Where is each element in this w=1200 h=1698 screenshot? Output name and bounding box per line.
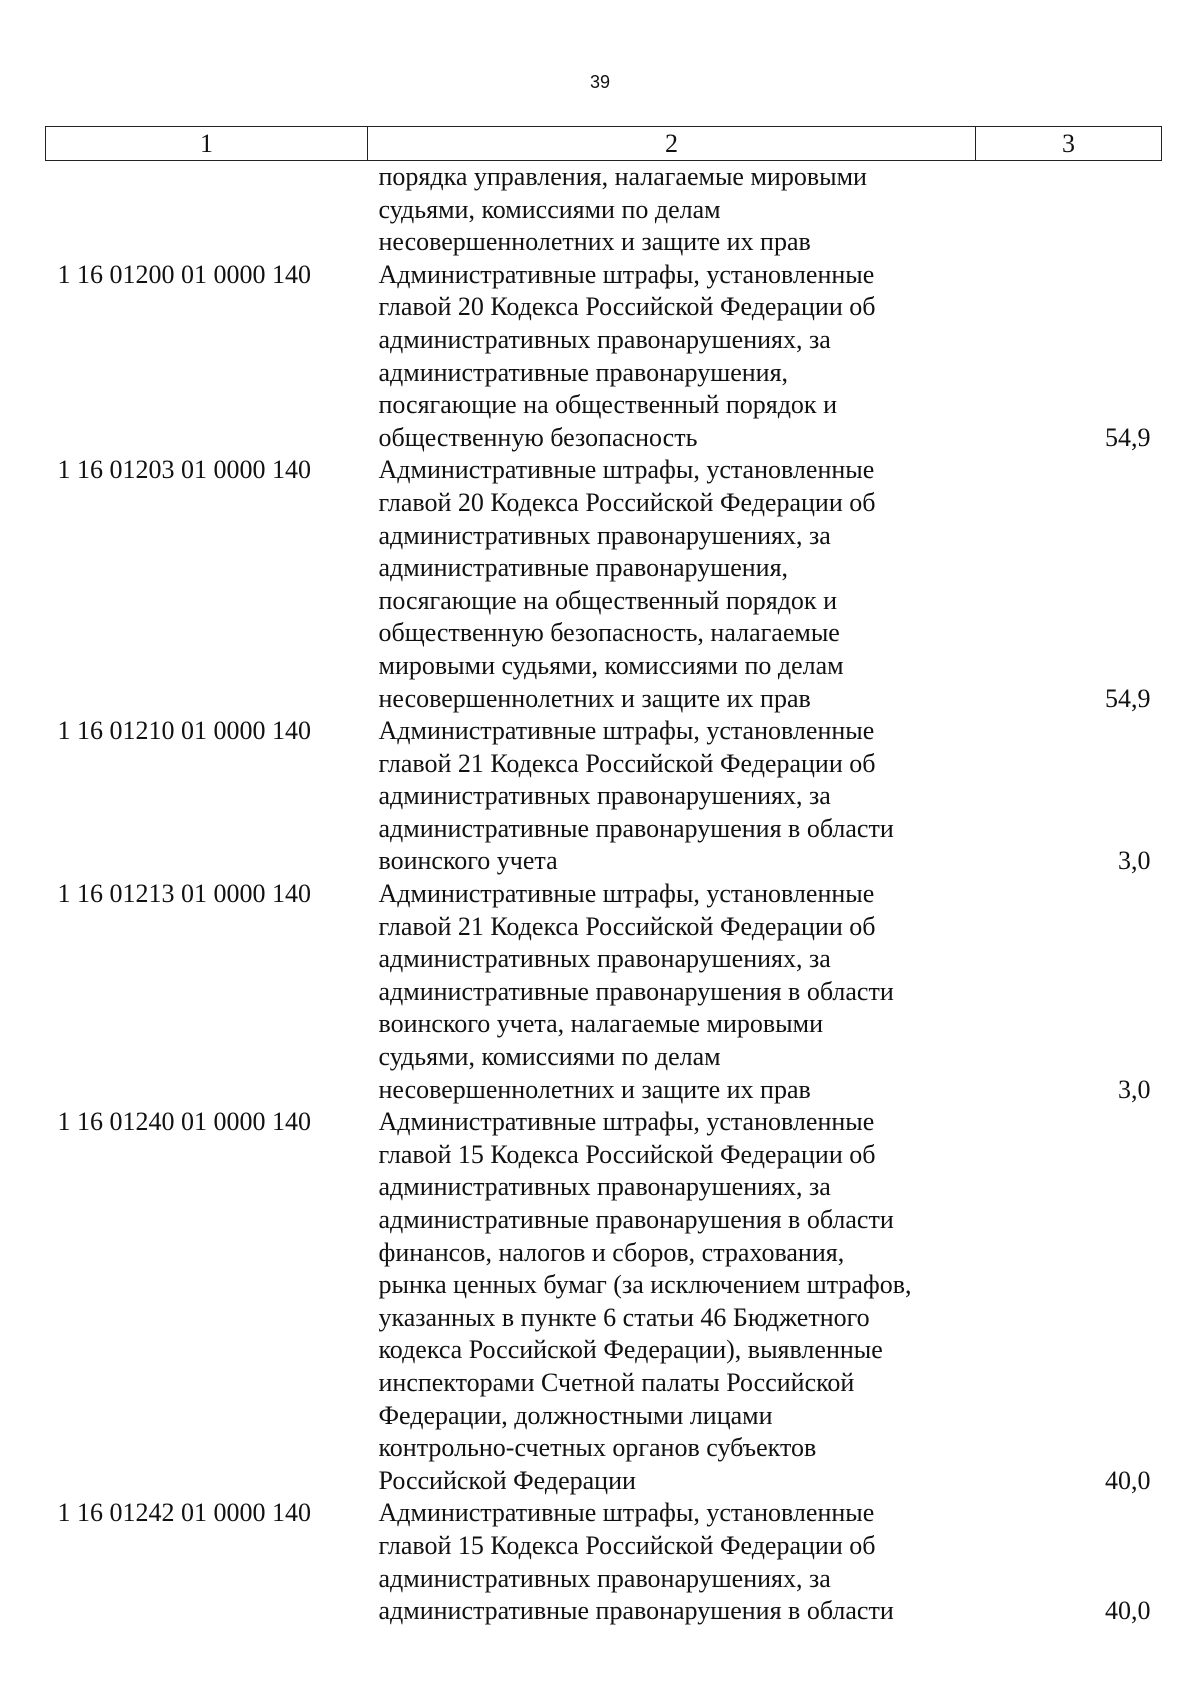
description-line: главой 15 Кодекса Российской Федерации об bbox=[378, 1530, 876, 1560]
description-line: несовершеннолетних и защите их прав bbox=[378, 683, 811, 713]
description-line: Административные штрафы, установленные bbox=[378, 455, 875, 485]
table-row bbox=[46, 161, 1162, 259]
table-row bbox=[46, 715, 1162, 878]
revenue-description bbox=[368, 1106, 976, 1497]
description-line: административные правонарушения, bbox=[378, 553, 789, 583]
description-line: главой 21 Кодекса Российской Федерации об bbox=[378, 911, 876, 941]
description-line: посягающие на общественный порядок и bbox=[378, 390, 837, 420]
description-line: главой 20 Кодекса Российской Федерации об bbox=[378, 292, 876, 322]
revenue-amount: 54,9 bbox=[1105, 683, 1151, 713]
table-row bbox=[46, 1497, 1162, 1627]
revenue-amount: 3,0 bbox=[1118, 846, 1151, 876]
description-line: Административные штрафы, установленные bbox=[378, 259, 875, 289]
description-line: Административные штрафы, установленные bbox=[378, 716, 875, 746]
revenue-amount: 40,0 bbox=[1105, 1465, 1151, 1495]
description-line: административных правонарушениях, за bbox=[378, 781, 831, 811]
revenue-code: 1 16 01242 01 0000 140 bbox=[57, 1498, 311, 1528]
revenue-code: 1 16 01213 01 0000 140 bbox=[57, 879, 311, 909]
column-header-name: 2 bbox=[368, 127, 976, 161]
description-line: Административные штрафы, установленные bbox=[378, 879, 875, 909]
table-header-row bbox=[46, 127, 1162, 161]
table-row bbox=[46, 454, 1162, 715]
description-line: Федерации, должностными лицами bbox=[378, 1400, 773, 1430]
description-line: посягающие на общественный порядок и bbox=[378, 585, 837, 615]
revenue-amount: 54,9 bbox=[1105, 422, 1151, 452]
description-line: инспекторами Счетной палаты Российской bbox=[378, 1367, 855, 1397]
revenue-code: 1 16 01200 01 0000 140 bbox=[57, 259, 311, 289]
table-row bbox=[46, 878, 1162, 1106]
description-line: рынка ценных бумаг (за исключением штрафов, bbox=[378, 1270, 912, 1300]
description-line: финансов, налогов и сборов, страхования, bbox=[378, 1237, 845, 1267]
description-line: административные правонарушения в области bbox=[378, 976, 894, 1006]
column-header-amount: 3 bbox=[976, 127, 1162, 161]
description-line: административных правонарушениях, за bbox=[378, 520, 831, 550]
description-line: указанных в пункте 6 статьи 46 Бюджетного bbox=[378, 1302, 870, 1332]
revenue-description bbox=[368, 715, 976, 878]
description-line: судьями, комиссиями по делам bbox=[378, 1042, 721, 1072]
description-line: административных правонарушениях, за bbox=[378, 1172, 831, 1202]
description-line: несовершеннолетних и защите их прав bbox=[378, 1074, 811, 1104]
table-row bbox=[46, 1106, 1162, 1497]
revenue-description bbox=[368, 878, 976, 1106]
description-line: главой 20 Кодекса Российской Федерации об bbox=[378, 487, 876, 517]
revenue-code: 1 16 01203 01 0000 140 bbox=[57, 455, 311, 485]
description-line: контрольно-счетных органов субъектов bbox=[378, 1433, 817, 1463]
revenue-description bbox=[368, 1497, 976, 1627]
description-line: Административные штрафы, установленные bbox=[378, 1498, 875, 1528]
revenue-description bbox=[368, 454, 976, 715]
description-line: судьями, комиссиями по делам bbox=[378, 194, 721, 224]
description-line: административные правонарушения в области bbox=[378, 1596, 894, 1626]
revenue-amount: 3,0 bbox=[1118, 1074, 1151, 1104]
description-line: главой 21 Кодекса Российской Федерации об bbox=[378, 748, 876, 778]
column-header-code: 1 bbox=[46, 127, 368, 161]
description-line: административные правонарушения, bbox=[378, 357, 789, 387]
description-line: Административные штрафы, установленные bbox=[378, 1107, 875, 1137]
description-line: порядка управления, налагаемые мировыми bbox=[378, 162, 867, 191]
description-line: административные правонарушения в области bbox=[378, 1205, 894, 1234]
description-line: кодекса Российской Федерации), выявленные bbox=[378, 1335, 883, 1365]
revenue-description bbox=[368, 161, 976, 259]
description-line: главой 15 Кодекса Российской Федерации об bbox=[378, 1139, 876, 1169]
description-line: административных правонарушениях, за bbox=[378, 324, 831, 354]
revenue-code: 1 16 01240 01 0000 140 bbox=[57, 1107, 311, 1137]
description-line: административных правонарушениях, за bbox=[378, 1563, 831, 1593]
revenue-code: 1 16 01210 01 0000 140 bbox=[57, 716, 311, 746]
table-row bbox=[46, 259, 1162, 455]
description-line: воинского учета, налагаемые мировыми bbox=[378, 1009, 824, 1039]
page-number: 39 bbox=[589, 72, 611, 92]
revenue-code bbox=[46, 161, 368, 259]
description-line: несовершеннолетних и защите их прав bbox=[378, 227, 811, 257]
description-line: административных правонарушениях, за bbox=[378, 944, 831, 974]
description-line: Российской Федерации bbox=[378, 1465, 636, 1495]
description-line: общественную безопасность, налагаемые bbox=[378, 618, 840, 648]
revenue-amount: 40,0 bbox=[1105, 1596, 1151, 1626]
description-line: воинского учета bbox=[378, 846, 558, 876]
description-line: административные правонарушения в области bbox=[378, 813, 894, 843]
revenue-description bbox=[368, 259, 976, 455]
revenue-amount bbox=[976, 161, 1162, 259]
revenue-table bbox=[45, 126, 1162, 1628]
description-line: общественную безопасность bbox=[378, 422, 698, 452]
description-line: мировыми судьями, комиссиями по делам bbox=[378, 650, 844, 680]
